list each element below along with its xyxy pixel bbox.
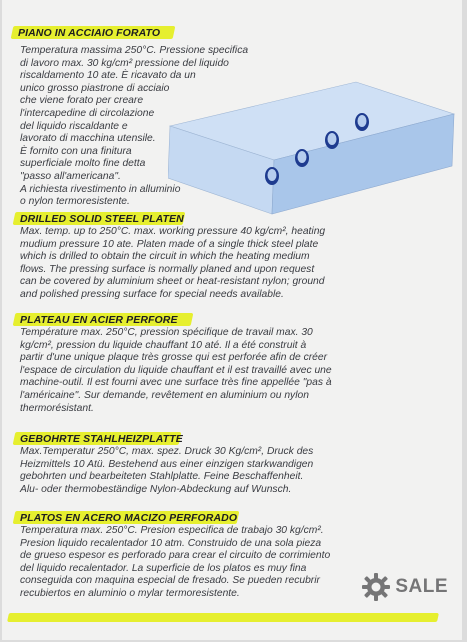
body-line: machine-outil. Il est fourni avec une surface très fine appellée "pas à <box>20 377 332 389</box>
drill-hole <box>268 169 277 181</box>
body-line: conseguida con maquina especial de fresado. Se pueden recubrir <box>20 575 320 587</box>
body-line: gebohrten und bearbeiteten Stahlplatte. Feine Beschaffenheit. <box>20 471 304 483</box>
body-line: "passo all'americana". <box>20 170 121 182</box>
gear-icon <box>361 572 391 602</box>
body-line: riscaldamento 10 ate. È ricavato da un <box>20 70 196 82</box>
drill-hole <box>298 151 307 163</box>
section-heading-italian: PIANO IN ACCIAIO FORATO <box>18 27 161 39</box>
body-line: di lavoro max. 30 kg/cm² pressione del liquido <box>20 57 229 69</box>
drill-hole <box>328 133 337 145</box>
body-line: del liquido recalentador. La superficie de los platos es muy fina <box>20 562 307 574</box>
body-line: l'américaine". Sur demande, revêtement en aluminium ou nylon <box>20 389 309 401</box>
body-line: Temperatura max. 250°C. Presion especifica de trabajo 30 kg/cm². <box>20 525 324 536</box>
body-line: partir d'une unique plaque très grosse qui est perforée afin de créer <box>20 352 328 364</box>
body-line: kg/cm², pression du liquide chauffant 10 até. Il a été construit à <box>20 339 307 351</box>
body-line: can be covered by aluminium sheet or heat-resistant nylon; ground <box>20 276 325 288</box>
body-line: Max.Temperatur 250°C, max. spez. Druck 30 Kg/cm², Druck des <box>20 446 314 457</box>
drill-hole <box>358 115 367 127</box>
body-line: flows. The pressing surface is normally planed and upon request <box>20 263 315 275</box>
body-line: thermorésistant. <box>20 402 94 414</box>
body-line: che viene forato per creare <box>20 95 144 107</box>
body-line: lavorato di macchina utensile. <box>20 133 156 145</box>
watermark <box>361 572 448 602</box>
body-line: unico grosso piastrone di acciaio <box>20 82 170 94</box>
section-body-german <box>20 446 440 496</box>
body-line: Alu- oder thermobeständige Nylon-Abdeckung auf Wunsch. <box>20 483 292 495</box>
body-line: o nylon termoresistente. <box>20 196 130 208</box>
body-line: Presion liquido recalentador 10 atm. Construido de una sola pieza <box>20 537 322 549</box>
body-line: Temperatura massima 250°C. Pressione specifica <box>20 45 249 56</box>
section-heading-german: GEBOHRTE STAHLHEIZPLATTE <box>20 433 183 445</box>
section-body-english <box>20 226 440 302</box>
body-line: È fornito con una finitura <box>20 145 132 157</box>
body-line: which is drilled to obtain the circuit in which the heating medium <box>20 251 310 263</box>
section-heading-spanish: PLATOS EN ACERO MACIZO PERFORADO <box>20 512 238 524</box>
section-heading-french: PLATEAU EN ACIER PERFORE <box>20 314 178 326</box>
body-line: de grueso espesor es perforado para crear el circuito de corrimiento <box>20 550 331 562</box>
body-line: Heizmittels 10 Atü. Bestehend aus einer einzigen starkwandigen <box>20 458 314 470</box>
watermark-text: SALE <box>395 576 448 597</box>
body-line: mudium pressure 10 ate. Platen made of a single thick steel plate <box>20 238 319 250</box>
body-line: del liquido riscaldante e <box>20 120 128 132</box>
section-heading-english: DRILLED SOLID STEEL PLATEN <box>20 213 184 225</box>
body-line: l'intercapedine di circolazione <box>20 107 155 119</box>
body-line: Max. temp. up to 250°C. max. working pressure 40 kg/cm², heating <box>20 226 326 237</box>
body-line: and polished pressing surface for special needs available. <box>20 288 284 300</box>
body-line: l'espace de circulation du liquide chauffant et il est travaillé avec une <box>20 364 332 376</box>
body-line: Température max. 250°C, pression spécifique de travail max. 30 <box>20 327 313 338</box>
body-line: superficiale molto fine detta <box>20 158 146 170</box>
section-body-french <box>20 327 440 415</box>
body-line: A richiesta rivestimento in alluminio <box>20 183 181 195</box>
steel-plate-illustration <box>168 74 458 216</box>
document-page <box>2 0 462 640</box>
body-line: recubiertos en aluminio o mylar termoresistente. <box>20 587 240 599</box>
bottom-highlight-stripe <box>7 613 439 622</box>
